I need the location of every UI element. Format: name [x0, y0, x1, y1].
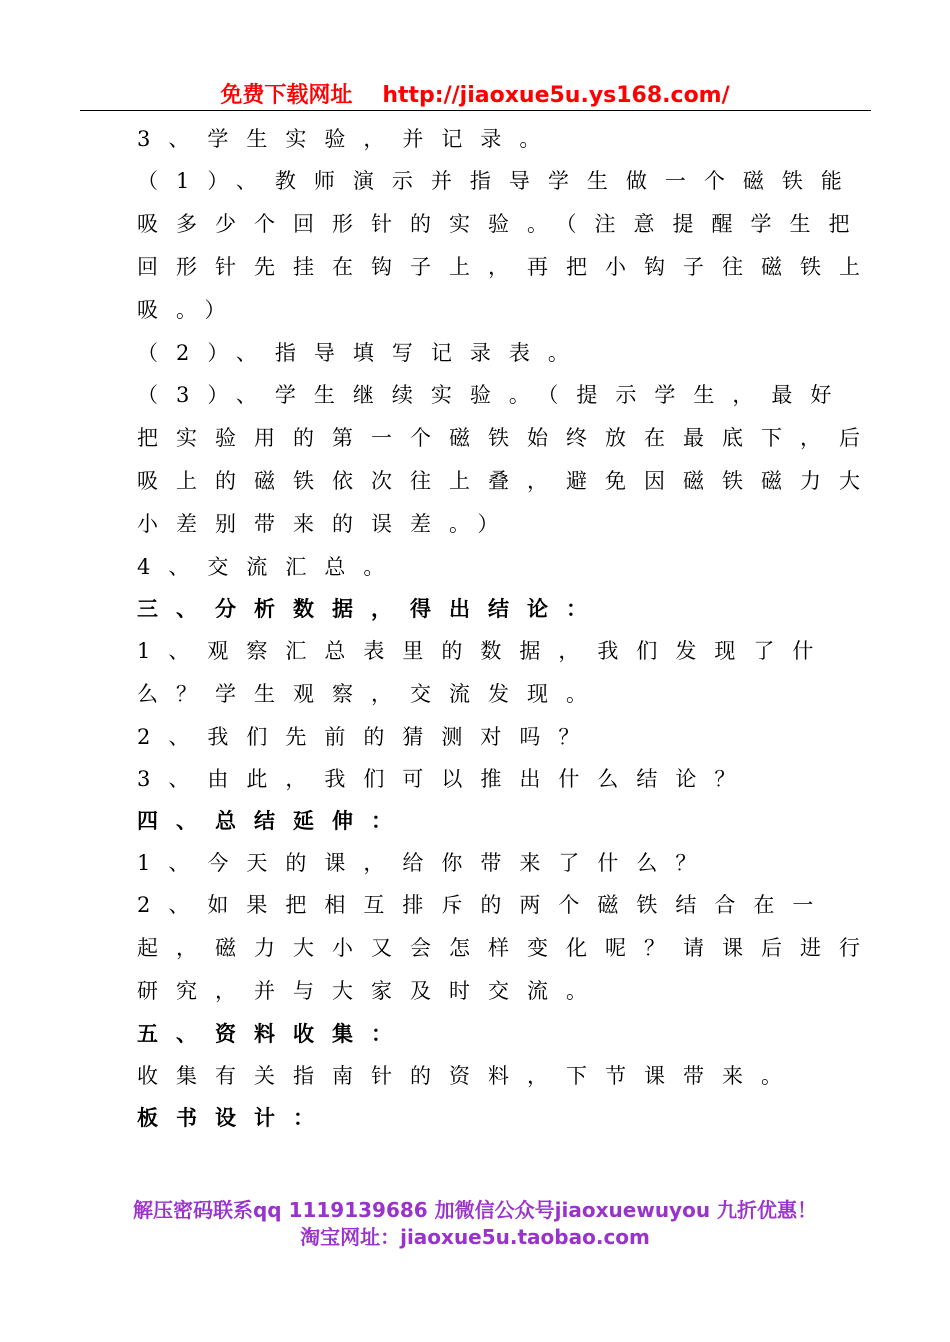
paragraph-line: 1、观察汇总表里的数据，我们发现了什么？学生观察，交流发现。 — [137, 639, 832, 706]
header-label: 免费下载网址 — [220, 83, 353, 108]
paragraph-line: 3、由此，我们可以推出什么结论？ — [137, 767, 754, 791]
section-heading: 四、总结延伸： — [137, 808, 410, 833]
paragraph-line: 2、如果把相互排斥的两个磁铁结合在一起，磁力大小又会怎样变化呢？请课后进行研究，并与大家及时交流。 — [137, 893, 878, 1003]
paragraph-line: 3、学生实验，并记录。 — [137, 127, 559, 151]
paragraph-line: （2）、指导填写记录表。 — [137, 341, 587, 365]
header-url-link[interactable]: http://jiaoxue5u.ys168.com/ — [382, 83, 730, 108]
paragraph-line: 2、我们先前的猜测对吗？ — [137, 725, 598, 749]
section-heading: 板书设计： — [137, 1105, 332, 1130]
section-heading: 五、资料收集： — [137, 1021, 410, 1046]
promo-footer — [0, 1197, 950, 1251]
paragraph-line: 4、交流汇总。 — [137, 555, 403, 579]
footer-shop-link[interactable]: 淘宝网址：jiaoxue5u.taobao.com — [300, 1225, 650, 1249]
paragraph-line: 1、今天的课，给你带来了什么？ — [137, 851, 715, 875]
header-divider — [80, 110, 871, 111]
section-heading: 三、分析数据，得出结论： — [137, 596, 605, 621]
download-header — [0, 78, 950, 109]
footer-contact-line: 解压密码联系qq 1119139686 加微信公众号jiaoxuewuyou 九折优惠！ — [132, 1198, 818, 1222]
document-body — [80, 118, 880, 1139]
paragraph-line: 收集有关指南针的资料，下节课带来。 — [137, 1064, 800, 1088]
paragraph-line: （3）、学生继续实验。（提示学生，最好把实验用的第一个磁铁始终放在最底下，后吸上的磁铁依次往上叠，避免因磁铁磁力大小差别带来的误差。） — [137, 383, 878, 536]
paragraph-line: （1）、教师演示并指导学生做一个磁铁能吸多少个回形针的实验。（注意提醒学生把回形针先挂在钩子上，再把小钩子往磁铁上吸。） — [137, 169, 878, 322]
